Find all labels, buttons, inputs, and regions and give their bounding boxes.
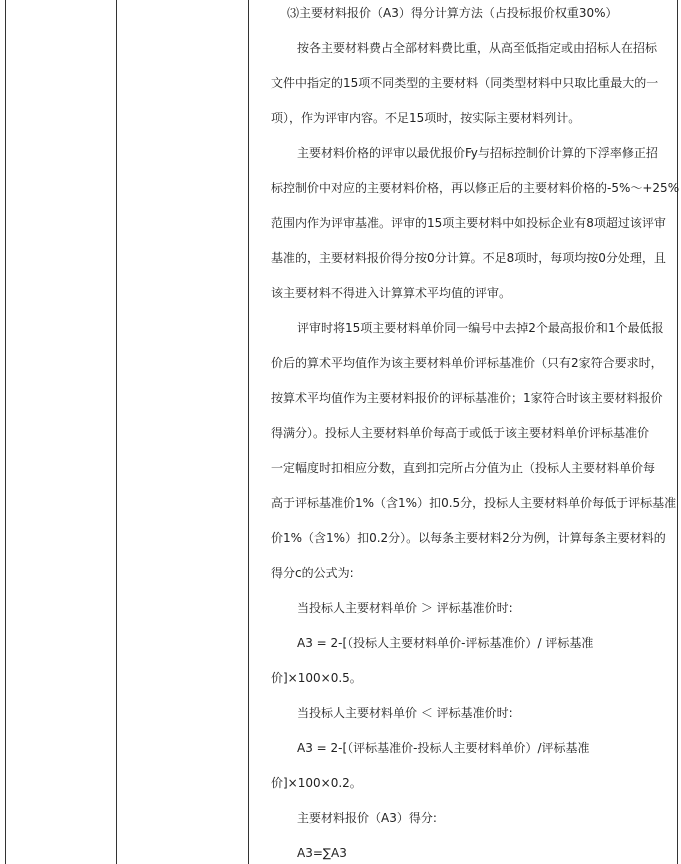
paragraph-line: 一定幅度时扣相应分数，直到扣完所占分值为止（投标人主要材料单价每 [271,461,656,475]
section-heading: ⑶主要材料报价（A3）得分计算方法（占投标报价权重30%） [287,6,618,20]
score-formula: A3=∑A3 [297,846,347,860]
formula-line: A3 = 2-[（评标基准价-投标人主要材料单价）/评标基准 [297,741,590,755]
formula-line: 价]×100×0.2。 [271,776,362,790]
paragraph-line: 主要材料价格的评审以最优报价Fy与招标控制价计算的下浮率修正招 [297,146,658,160]
table-column-divider-1 [116,0,117,864]
paragraph-line: 价1%（含1%）扣0.2分）。以每条主要材料2分为例，计算每条主要材料的 [271,531,666,545]
paragraph-line: 项），作为评审内容。不足15项时，按实际主要材料列计。 [271,111,581,125]
paragraph-line: 该主要材料不得进入计算算术平均值的评审。 [271,286,512,300]
paragraph-line: 按各主要材料费占全部材料费比重，从高至低指定或由招标人在招标 [297,41,658,55]
paragraph-line: 评审时将15项主要材料单价同一编号中去掉2个最高报价和1个最低报 [297,321,664,335]
paragraph-line: 价后的算术平均值作为该主要材料单价评标基准价（只有2家符合要求时， [271,356,663,370]
paragraph-line: 基准的，主要材料报价得分按0分计算。不足8项时，每项均按0分处理，且 [271,251,666,265]
formula-line: 价]×100×0.5。 [271,671,362,685]
paragraph-line: 文件中指定的15项不同类型的主要材料（同类型材料中只取比重最大的一 [271,76,659,90]
paragraph-line: 按算术平均值作为主要材料报价的评标基准价；1家符合时该主要材料报价 [271,391,663,405]
table-border-left [5,0,6,864]
table-border-right [677,0,678,864]
content-cell [249,0,680,864]
paragraph-line: 得分c的公式为: [271,566,354,580]
paragraph-line: 得满分）。投标人主要材料单价每高于或低于该主要材料单价评标基准价 [271,426,650,440]
formula-line: A3 = 2-[（投标人主要材料单价-评标基准价）/ 评标基准 [297,636,594,650]
formula-condition: 当投标人主要材料单价 ＞ 评标基准价时: [297,601,513,615]
paragraph-line: 高于评标基准价1%（含1%）扣0.5分，投标人主要材料单价每低于评标基准 [271,496,677,510]
score-heading: 主要材料报价（A3）得分: [297,811,437,825]
paragraph-line: 范围内作为评审基准。评审的15项主要材料中如投标企业有8项超过该评审 [271,216,666,230]
formula-condition: 当投标人主要材料单价 ＜ 评标基准价时: [297,706,513,720]
paragraph-line: 标控制价中对应的主要材料价格，再以修正后的主要材料价格的-5%～+25% [271,181,680,195]
